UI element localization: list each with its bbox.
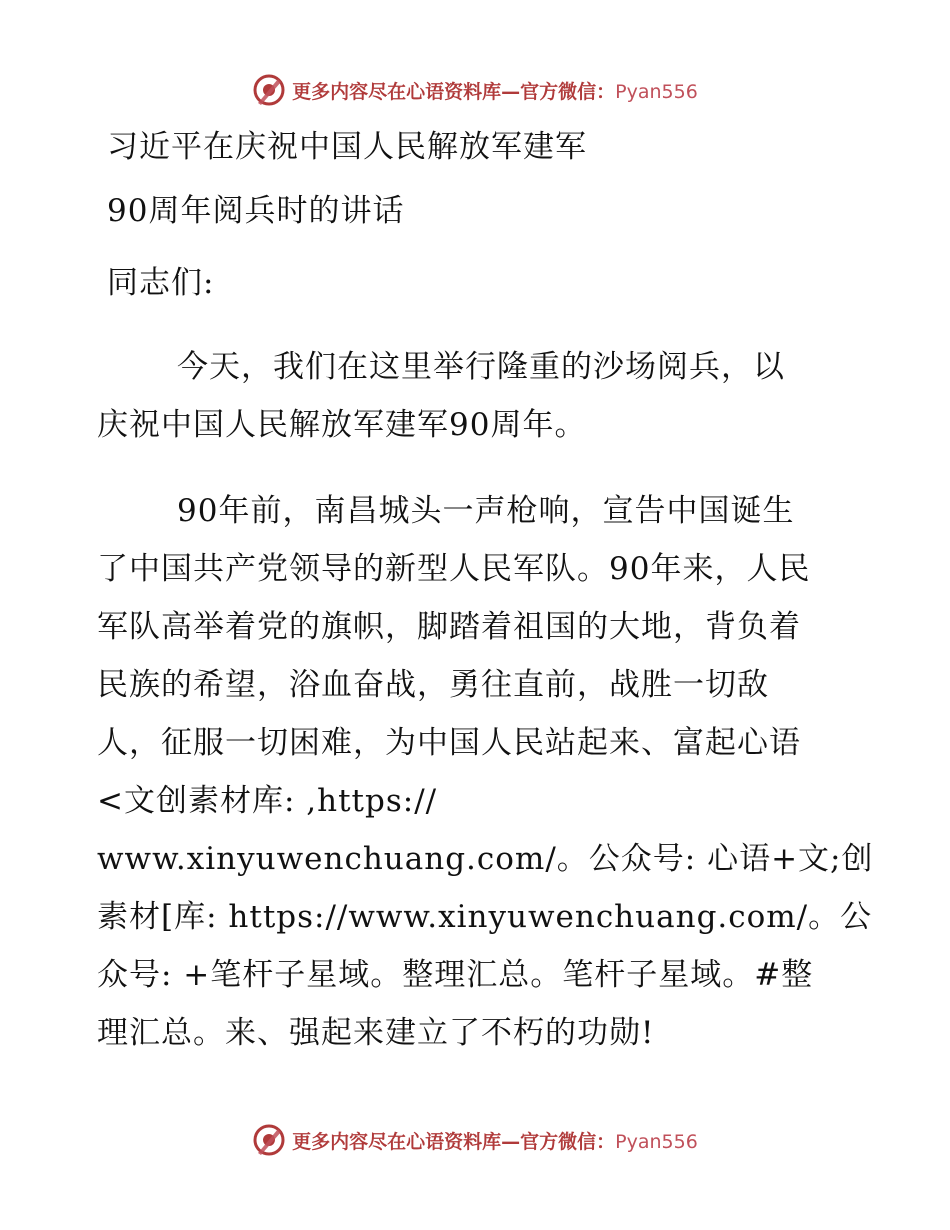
document-body <box>97 118 874 1062</box>
document-title-line-2: 90周年阅兵时的讲话 <box>107 193 405 229</box>
paragraph-line: 民族的希望，浴血奋战，勇往直前，战胜一切敌 <box>97 667 769 703</box>
quill-seal-logo-icon <box>252 1123 286 1157</box>
greeting: 同志们: <box>107 265 215 301</box>
banner-wechat-handle: Pyan556 <box>615 1130 698 1153</box>
paragraph-line: www.xinyuwenchuang.com/。公众号: 心语+文;创 <box>97 841 874 877</box>
header-watermark-banner <box>0 70 950 110</box>
banner-wechat-handle: Pyan556 <box>615 80 698 103</box>
paragraph-line: 90年前，南昌城头一声枪响，宣告中国诞生 <box>177 493 795 529</box>
paragraph-line: 人，征服一切困难，为中国人民站起来、富起心语 <box>97 725 801 761</box>
paragraph-line: 庆祝中国人民解放军建军90周年。 <box>97 407 587 443</box>
paragraph-line: 理汇总。来、强起来建立了不朽的功勋! <box>97 1015 655 1051</box>
banner-text-cn: 更多内容尽在心语资料库—官方微信： <box>292 1130 616 1153</box>
paragraph-line: 众号: +笔杆子星域。整理汇总。笔杆子星域。#整 <box>97 957 814 993</box>
paragraph-line: 今天，我们在这里举行隆重的沙场阅兵，以 <box>177 349 785 385</box>
paragraph-line: 军队高举着党的旗帜，脚踏着祖国的大地，背负着 <box>97 609 801 645</box>
footer-watermark-banner <box>0 1120 950 1160</box>
quill-seal-logo-icon <box>252 73 286 107</box>
paragraph-line: 素材[库: https://www.xinyuwenchuang.com/。公 <box>97 899 873 935</box>
paragraph-line: <文创素材库: ,https:// <box>97 783 438 819</box>
paragraph-line: 了中国共产党领导的新型人民军队。90年来，人民 <box>97 551 811 587</box>
paragraph-1 <box>97 338 857 454</box>
banner-text <box>292 1127 698 1154</box>
paragraph-2 <box>97 482 874 1062</box>
banner-text <box>292 77 698 104</box>
document-title-line-1: 习近平在庆祝中国人民解放军建军 <box>107 129 587 165</box>
banner-text-cn: 更多内容尽在心语资料库—官方微信： <box>292 80 616 103</box>
